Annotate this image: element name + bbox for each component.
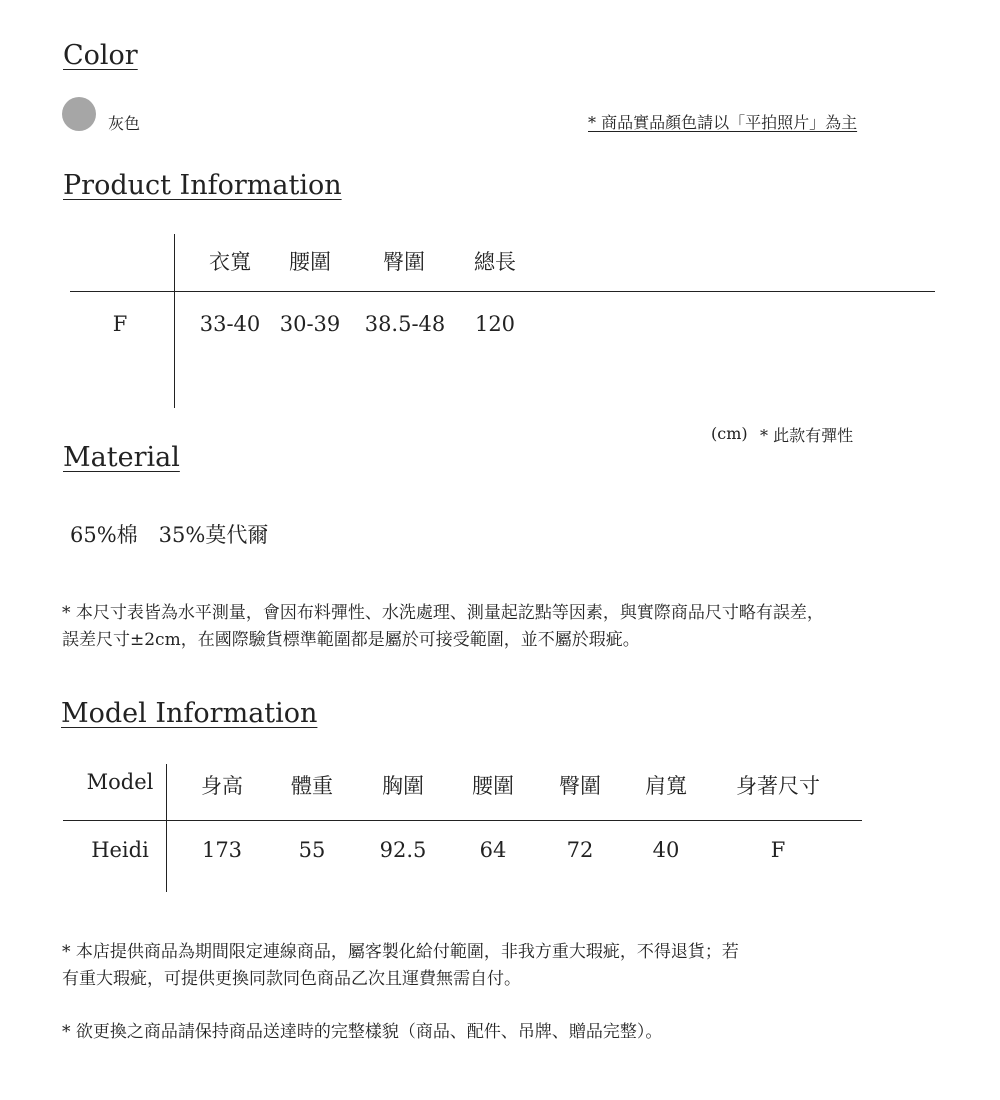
- gray-color-swatch[interactable]: [62, 97, 96, 131]
- column-header-model-hip: 臀圍: [559, 774, 601, 798]
- column-header-chest-width: 衣寬: [209, 250, 251, 274]
- product-info-heading: Product Information: [63, 170, 342, 201]
- table-vertical-divider: [174, 234, 175, 408]
- exchange-condition-note: * 欲更換之商品請保持商品送達時的完整樣貌（商品、配件、吊牌、贈品完整）。: [62, 1022, 663, 1042]
- size-label: F: [112, 312, 128, 336]
- column-header-model-waist: 腰圍: [472, 774, 514, 798]
- model-name: Heidi: [91, 838, 149, 862]
- model-table-vertical-divider: [166, 764, 167, 892]
- table-header-divider: [70, 291, 935, 292]
- column-header-bust: 胸圍: [382, 774, 424, 798]
- length-value: 120: [474, 312, 516, 336]
- column-header-hip: 臀圍: [383, 250, 425, 274]
- model-height: 173: [201, 838, 243, 862]
- model-hip: 72: [566, 838, 594, 862]
- column-header-size-worn: 身著尺寸: [736, 774, 820, 798]
- column-header-model: Model: [86, 770, 154, 794]
- model-info-heading: Model Information: [61, 698, 318, 729]
- return-policy-line1: * 本店提供商品為期間限定連線商品，屬客製化給付範圍，非我方重大瑕疵，不得退貨；若: [62, 942, 739, 962]
- model-weight: 55: [298, 838, 326, 862]
- material-composition: 65%棉 35%莫代爾: [70, 523, 269, 547]
- return-policy-line2: 有重大瑕疵，可提供更換同款同色商品乙次且運費無需自付。: [62, 969, 521, 989]
- unit-label: (cm): [711, 424, 748, 443]
- model-shoulder: 40: [652, 838, 680, 862]
- column-header-weight: 體重: [291, 774, 333, 798]
- model-waist: 64: [479, 838, 507, 862]
- elastic-note: * 此款有彈性: [760, 426, 854, 445]
- chest-width-value: 33-40: [199, 312, 261, 336]
- model-size-worn: F: [770, 838, 786, 862]
- column-header-height: 身高: [201, 774, 243, 798]
- color-notice: * 商品實品顏色請以「平拍照片」為主: [588, 113, 858, 132]
- measurement-note-line2: 誤差尺寸±2cm，在國際驗貨標準範圍都是屬於可接受範圍，並不屬於瑕疵。: [62, 630, 640, 650]
- color-heading: Color: [63, 40, 138, 71]
- column-header-waist: 腰圍: [289, 250, 331, 274]
- hip-value: 38.5-48: [364, 312, 446, 336]
- color-name: 灰色: [108, 114, 141, 133]
- column-header-shoulder: 肩寬: [645, 774, 687, 798]
- column-header-length: 總長: [474, 250, 516, 274]
- waist-value: 30-39: [279, 312, 341, 336]
- model-bust: 92.5: [379, 838, 427, 862]
- material-heading: Material: [63, 442, 180, 473]
- measurement-note-line1: * 本尺寸表皆為水平測量，會因布料彈性、水洗處理、測量起訖點等因素，與實際商品尺寸略有誤差，: [62, 603, 824, 623]
- model-table-header-divider: [63, 820, 862, 821]
